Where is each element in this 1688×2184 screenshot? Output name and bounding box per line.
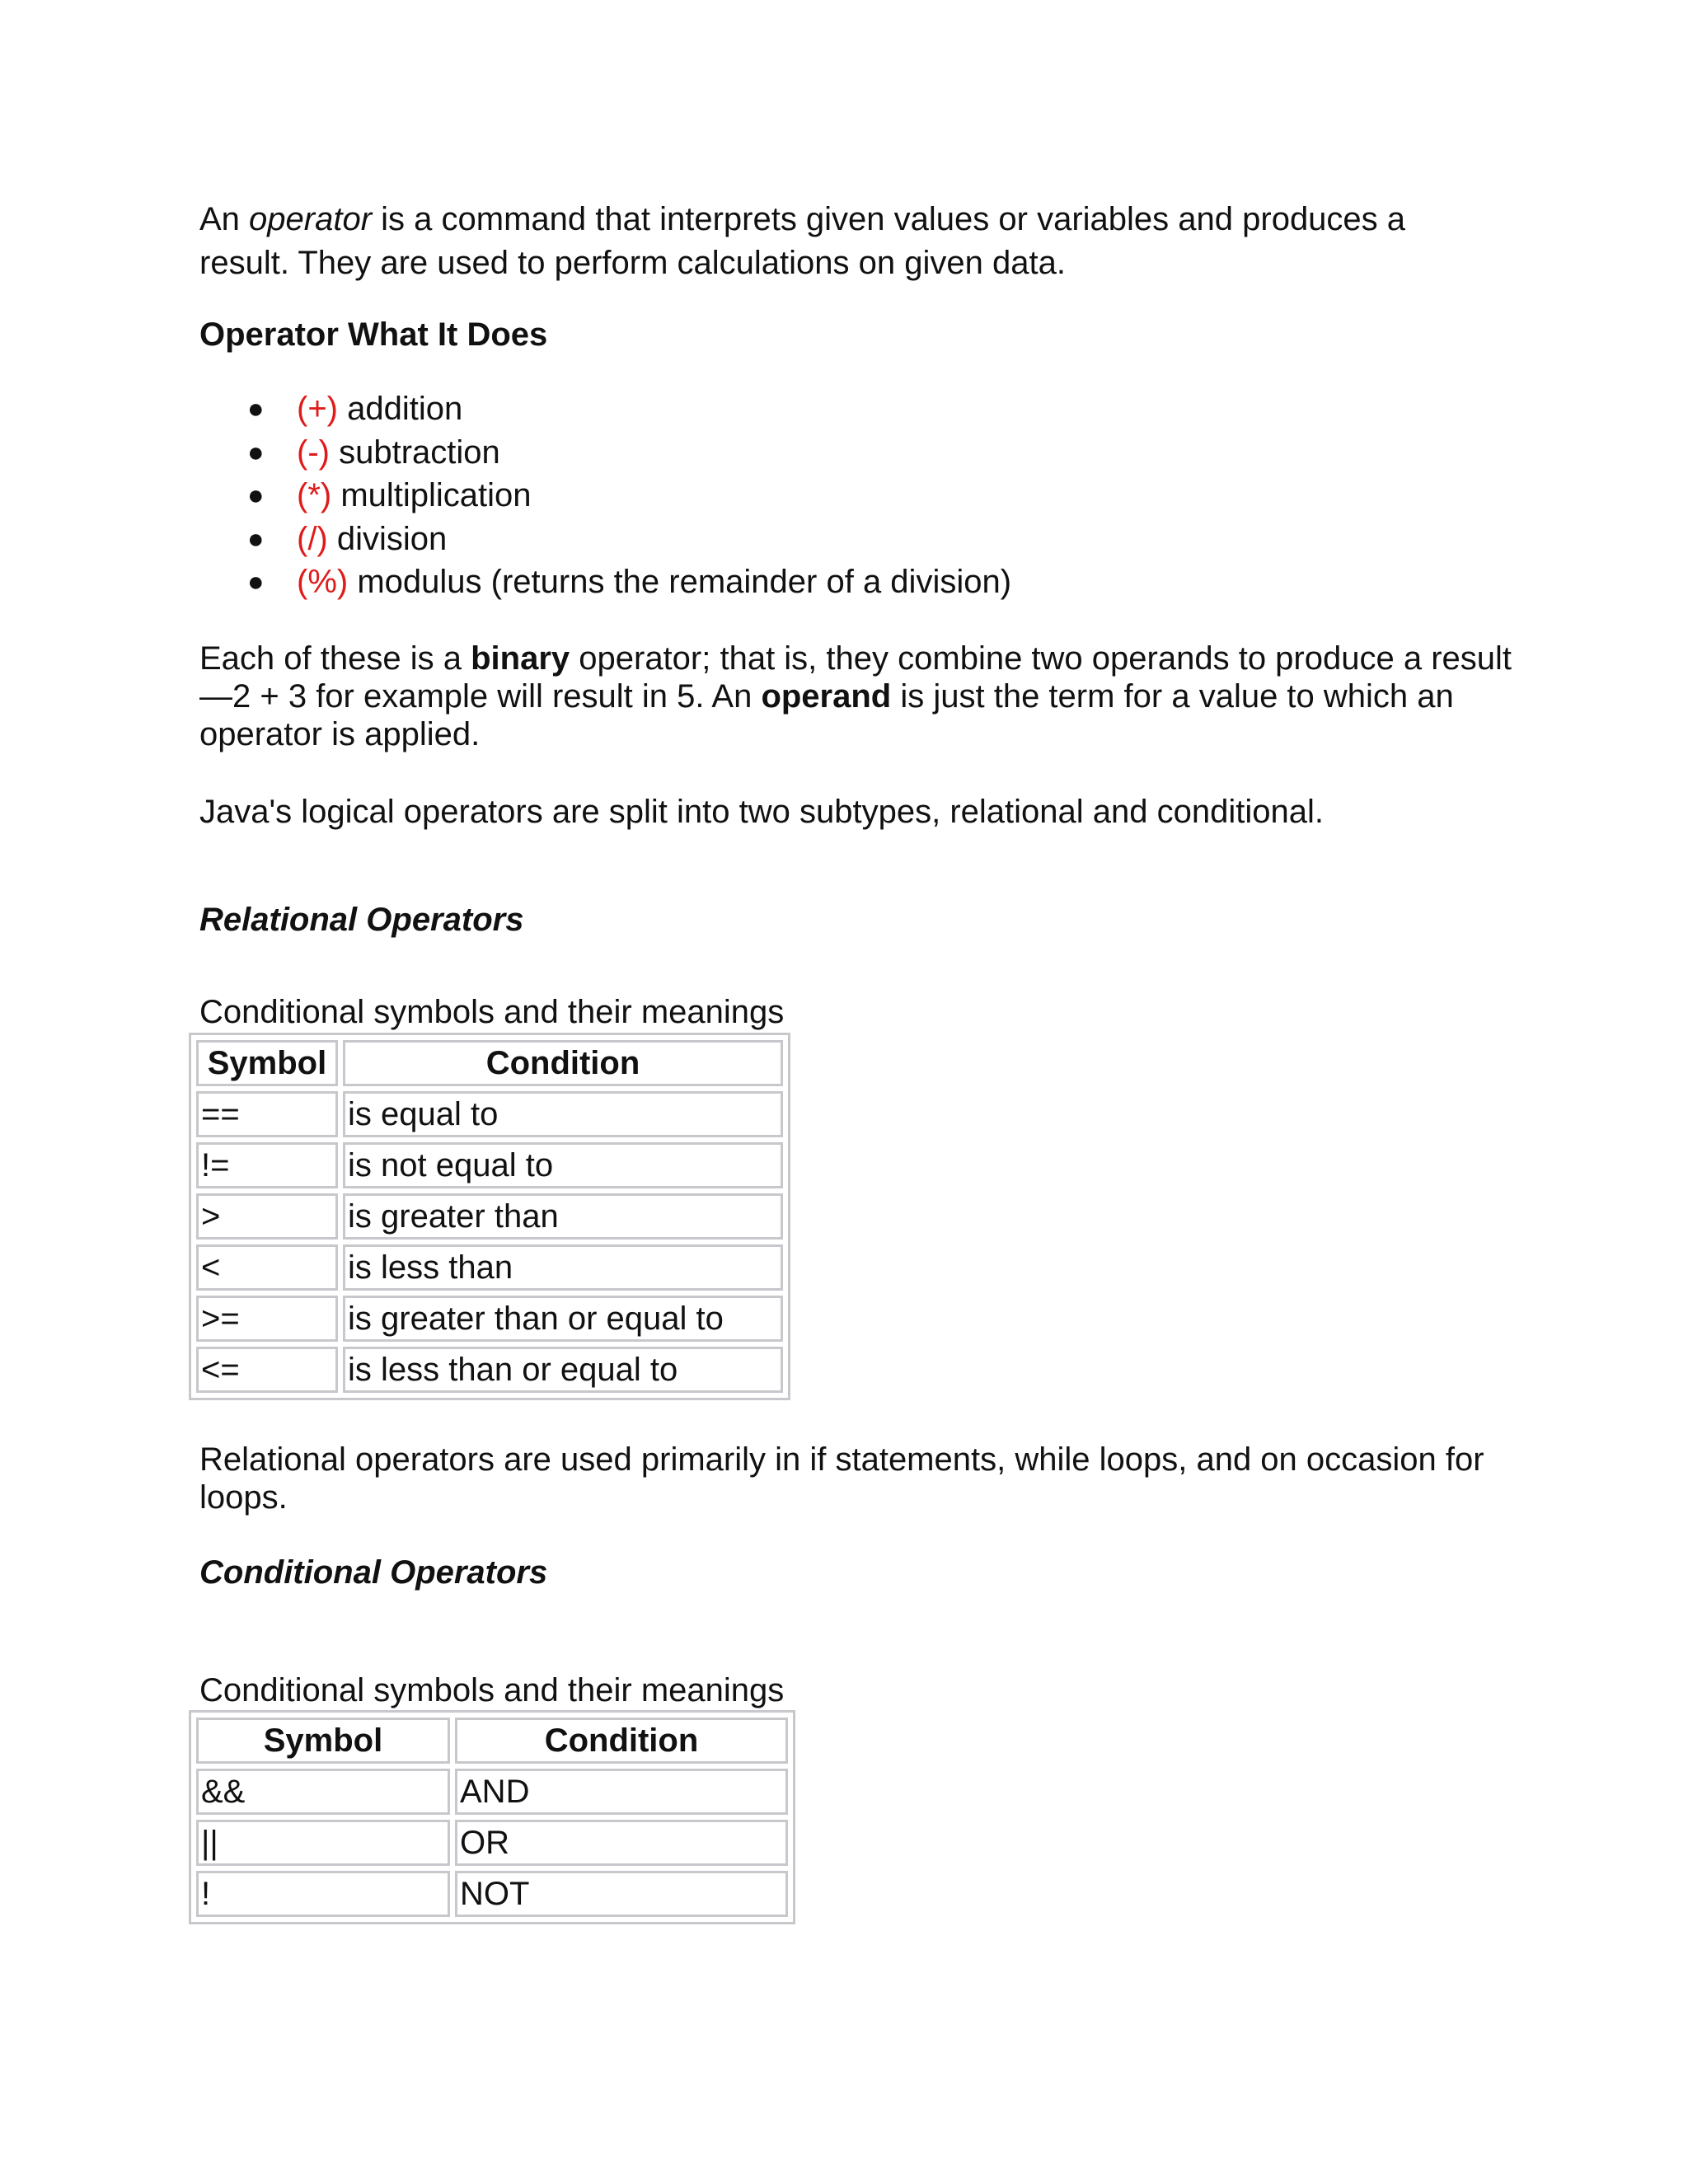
paragraph-text: Each of these is a xyxy=(199,640,471,677)
table-row xyxy=(196,1142,783,1188)
symbol-cell: <= xyxy=(196,1347,338,1393)
condition-cell: is not equal to xyxy=(343,1142,783,1188)
binary-term: binary xyxy=(471,640,570,677)
symbol-cell: && xyxy=(196,1769,450,1815)
table-header-row xyxy=(196,1718,788,1764)
symbol-header: Symbol xyxy=(196,1718,450,1764)
condition-cell: NOT xyxy=(455,1871,788,1917)
operator-heading: Operator What It Does xyxy=(199,316,548,353)
relational-note: Relational operators are used primarily in if statements, while loops, and on occasion for loops. xyxy=(199,1441,1484,1516)
intro-paragraph xyxy=(199,198,1485,285)
binary-paragraph xyxy=(199,640,1518,753)
operand-term: operand xyxy=(761,678,892,715)
symbol-cell: || xyxy=(196,1820,450,1866)
operator-description: division xyxy=(327,520,448,557)
list-item xyxy=(247,431,1011,475)
operator-symbol: (-) xyxy=(297,434,330,471)
list-item xyxy=(247,518,1011,561)
operator-description: addition xyxy=(338,391,463,427)
condition-cell: is equal to xyxy=(343,1091,783,1137)
relational-table xyxy=(189,1033,790,1400)
operator-list xyxy=(247,387,1011,604)
table-row xyxy=(196,1820,788,1866)
table-row xyxy=(196,1244,783,1291)
operator-symbol: (%) xyxy=(297,564,349,600)
operator-description: subtraction xyxy=(329,434,500,471)
condition-cell: AND xyxy=(455,1769,788,1815)
bullet-icon: ● xyxy=(247,523,265,555)
condition-cell: is greater than or equal to xyxy=(343,1296,783,1342)
intro-text: is a command that interprets given values or variables and produces a xyxy=(372,201,1406,237)
symbol-cell: > xyxy=(196,1193,338,1240)
condition-cell: OR xyxy=(455,1820,788,1866)
conditional-table-caption: Conditional symbols and their meanings xyxy=(199,1672,785,1708)
logical-paragraph: Java's logical operators are split into two subtypes, relational and conditional. xyxy=(199,794,1324,830)
intro-term: operator xyxy=(249,201,373,237)
condition-cell: is less than or equal to xyxy=(343,1347,783,1393)
operator-symbol: (*) xyxy=(297,477,332,513)
conditional-heading: Conditional Operators xyxy=(199,1554,548,1591)
paragraph-text: operator; that is, they combine two operands to produce a result—2 + 3 for example will result in 5. An xyxy=(199,640,1512,715)
symbol-cell: != xyxy=(196,1142,338,1188)
operator-symbol: (+) xyxy=(297,391,338,427)
operator-symbol: (/) xyxy=(297,520,328,557)
paragraph-text: is just the term for a value to which an operator is applied. xyxy=(199,678,1454,752)
list-item xyxy=(247,474,1011,518)
condition-header: Condition xyxy=(455,1718,788,1764)
symbol-header: Symbol xyxy=(196,1040,338,1086)
table-row xyxy=(196,1871,788,1917)
condition-header: Condition xyxy=(343,1040,783,1086)
bullet-icon: ● xyxy=(247,480,265,511)
table-row xyxy=(196,1193,783,1240)
list-item xyxy=(247,560,1011,604)
condition-cell: is greater than xyxy=(343,1193,783,1240)
table-row xyxy=(196,1091,783,1137)
bullet-icon: ● xyxy=(247,393,265,424)
symbol-cell: < xyxy=(196,1244,338,1291)
intro-text: An xyxy=(199,201,250,237)
conditional-table xyxy=(189,1710,795,1924)
relational-heading: Relational Operators xyxy=(199,902,524,938)
table-header-row xyxy=(196,1040,783,1086)
operator-description: modulus (returns the remainder of a division) xyxy=(348,564,1012,600)
intro-text: result. They are used to perform calculations on given data. xyxy=(199,245,1066,281)
table-row xyxy=(196,1769,788,1815)
symbol-cell: == xyxy=(196,1091,338,1137)
symbol-cell: >= xyxy=(196,1296,338,1342)
bullet-icon: ● xyxy=(247,566,265,598)
relational-table-caption: Conditional symbols and their meanings xyxy=(199,994,785,1030)
symbol-cell: ! xyxy=(196,1871,450,1917)
operator-description: multiplication xyxy=(331,477,532,513)
table-row xyxy=(196,1347,783,1393)
condition-cell: is less than xyxy=(343,1244,783,1291)
list-item xyxy=(247,387,1011,431)
table-row xyxy=(196,1296,783,1342)
bullet-icon: ● xyxy=(247,436,265,468)
